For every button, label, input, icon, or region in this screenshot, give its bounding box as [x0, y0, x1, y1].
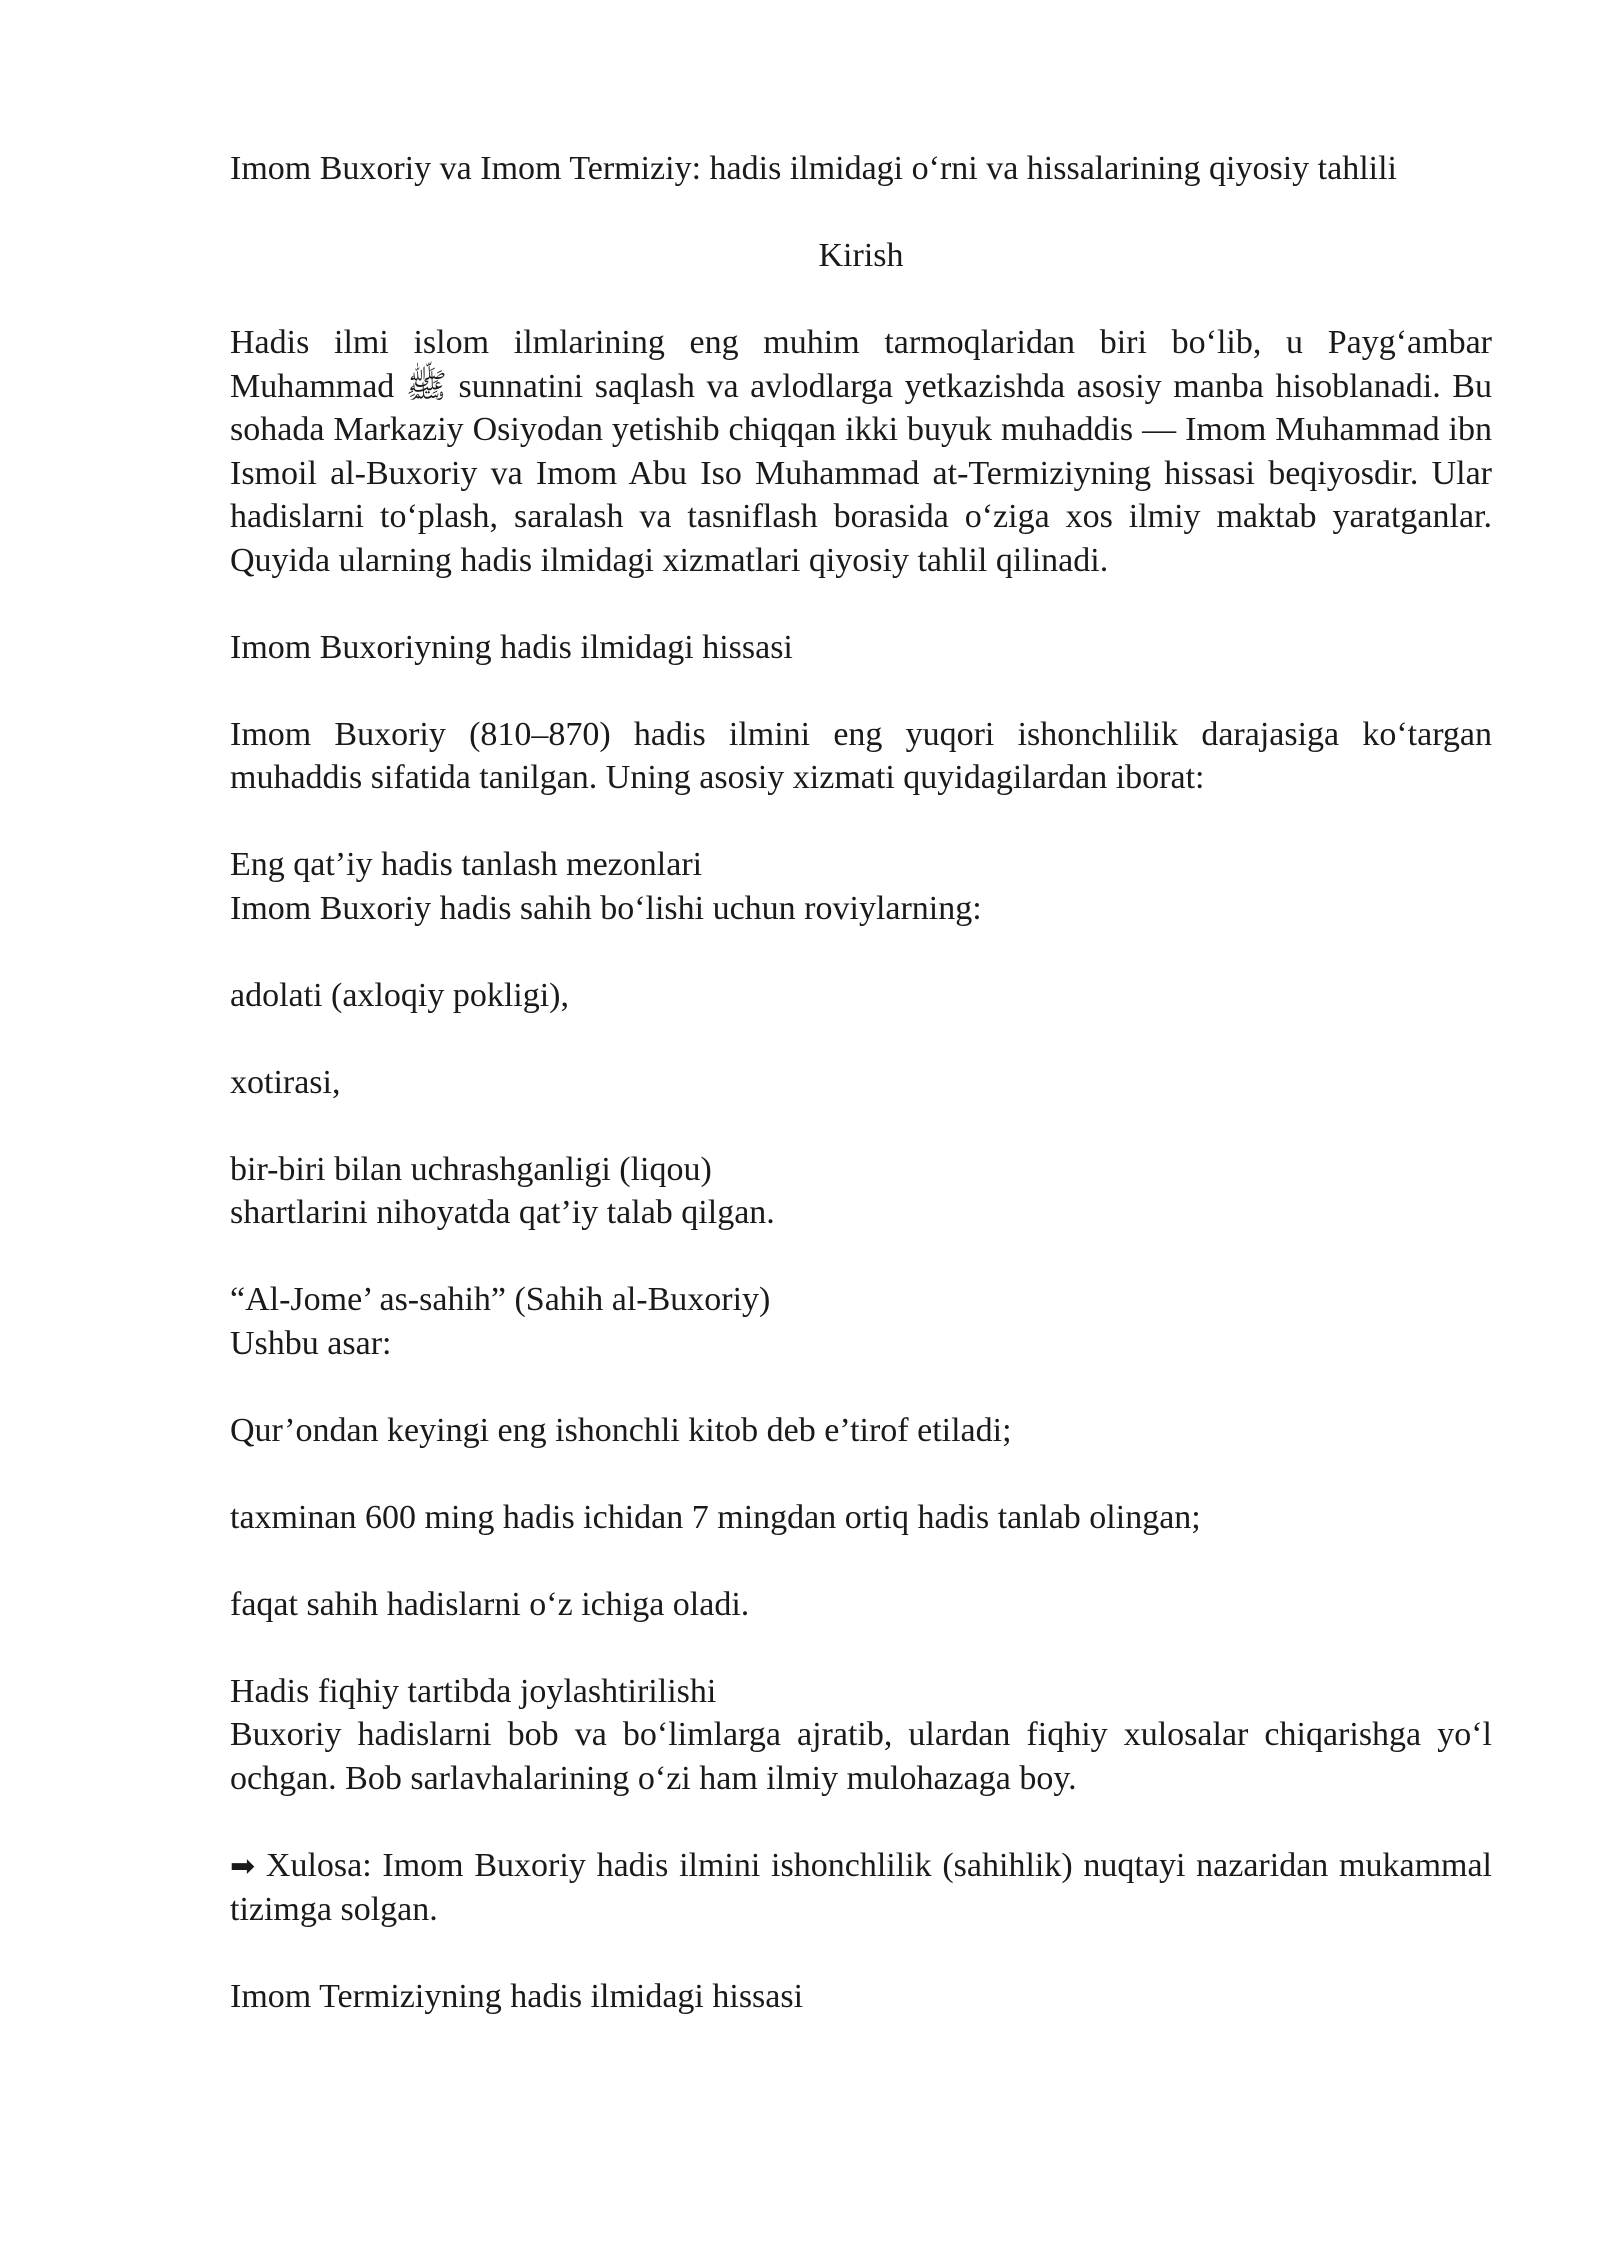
fiqh-heading: Hadis fiqhiy tartibda joylashtirilishi — [230, 1672, 717, 1710]
criteria-item-xotira: xotirasi, — [230, 1063, 341, 1101]
criteria-item-liqo: bir-biri bilan uchrashganligi (liqou) — [230, 1150, 712, 1188]
document-title: Imom Buxoriy va Imom Termiziy: hadis ilmidagi o‘rni va hissalarining qiyosiy tahlili — [230, 150, 1398, 187]
book-item-trust: Qur’ondan keyingi eng ishonchli kitob deb e’tirof etiladi; — [230, 1411, 1012, 1449]
right-arrow-icon: ➡ — [230, 1848, 256, 1884]
intro-paragraph: Hadis ilmi islom ilmlarining eng muhim tarmoqlaridan biri bo‘lib, u Payg‘ambar Muhammad ﷺ sunnatini saqlash va avlodlarga yetkazishda asosiy manba hisoblanadi. Bu sohada Markaziy Osiyodan yetishib chiqqan ikki buyuk muhaddis — Imom Muhammad ibn Ismoil al-Buxoriy va Imom Abu Iso Muhammad at-Termiziyning hissasi beqiyosdir. Ular hadislarni to‘plash, saralash va tasniflash borasida o‘ziga xos ilmiy maktab yaratganlar. Quyida ularning hadis ilmidagi xizmatlari qiyosiy tahlil qilinadi. — [230, 324, 1492, 579]
section2-heading: Imom Termiziyning hadis ilmidagi hissasi — [230, 1978, 804, 2015]
conclusion-text: Xulosa: Imom Buxoriy hadis ilmini ishonchlilik (sahihlik) nuqtayi nazaridan mukammal tizimga solgan. — [230, 1846, 1492, 1928]
section1-heading: Imom Buxoriyning hadis ilmidagi hissasi — [230, 628, 793, 666]
book-intro: Ushbu asar: — [230, 1324, 392, 1362]
criteria-intro: Imom Buxoriy hadis sahih bo‘lishi uchun roviylarning: — [230, 889, 982, 927]
criteria-heading: Eng qat’iy hadis tanlash mezonlari — [230, 846, 703, 883]
book-item-count: taxminan 600 ming hadis ichidan 7 mingdan ortiq hadis tanlab olingan; — [230, 1498, 1201, 1536]
criteria-item-adolat: adolati (axloqiy pokligi), — [230, 976, 569, 1014]
book-heading: “Al-Jome’ as-sahih” (Sahih al-Buxoriy) — [230, 1281, 771, 1318]
fiqh-text: Buxoriy hadislarni bob va bo‘limlarga ajratib, ulardan fiqhiy xulosalar chiqarishga yo‘l ochgan. Bob sarlavhalarining o‘zi ham ilmiy mulohazaga boy. — [230, 1716, 1492, 1797]
section1-intro: Imom Buxoriy (810–870) hadis ilmini eng yuqori ishonchlilik darajasiga ko‘targan muhaddis sifatida tanilgan. Uning asosiy xizmati quyidagilardan iborat: — [230, 715, 1492, 796]
intro-heading: Kirish — [818, 237, 904, 274]
conclusion-paragraph — [230, 1844, 1492, 1932]
criteria-outro: shartlarini nihoyatda qat’iy talab qilgan. — [230, 1194, 775, 1231]
document-page — [230, 147, 1492, 2019]
book-item-sahih: faqat sahih hadislarni o‘z ichiga oladi. — [230, 1585, 750, 1623]
